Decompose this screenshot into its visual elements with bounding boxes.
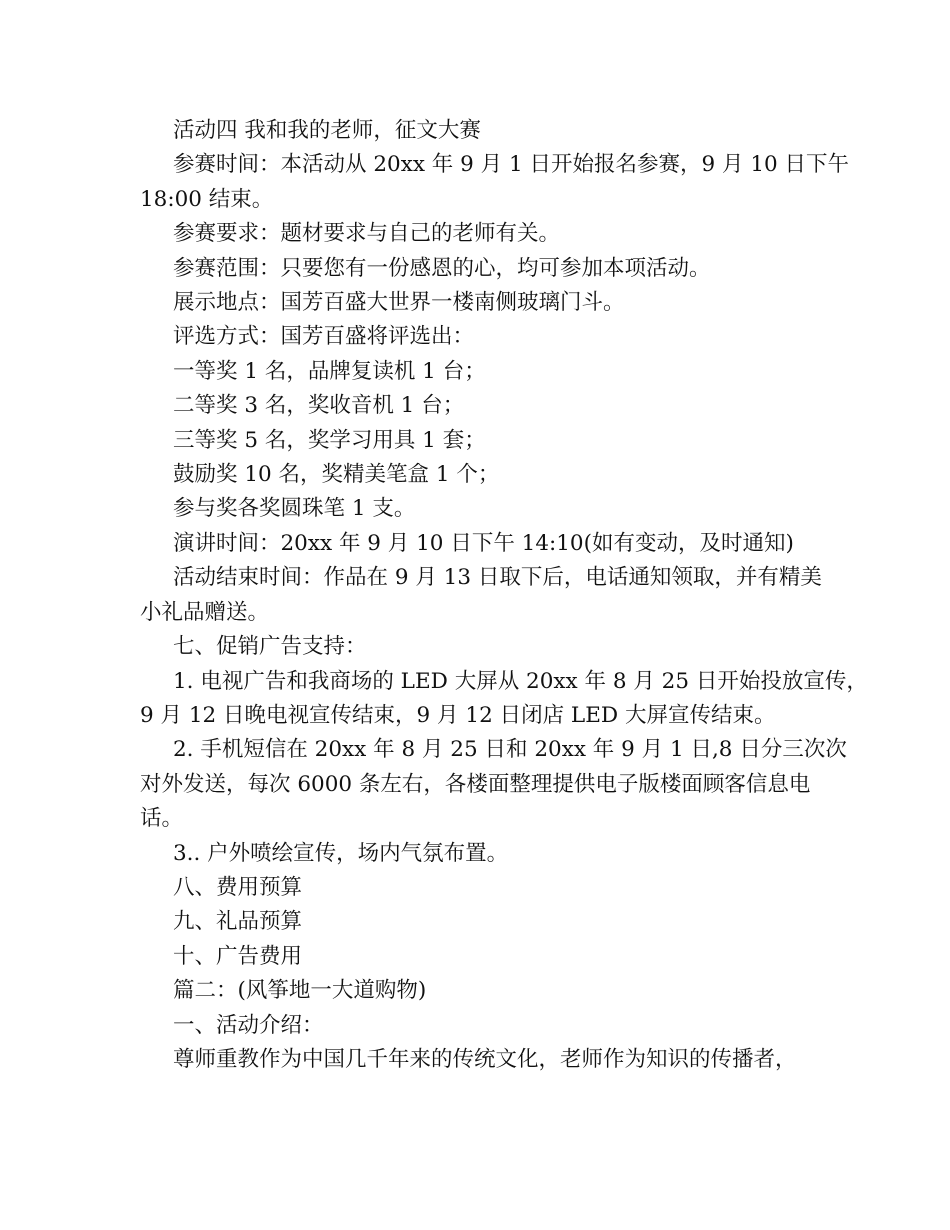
text-line: 小礼品赠送。 [140,599,270,625]
text-line: 尊师重教作为中国几千年来的传统文化，老师作为知识的传播者， [173,1046,797,1072]
text-line: 对外发送，每次 6000 条左右，各楼面整理提供电子版楼面顾客信息电 [140,771,811,797]
text-line: 演讲时间：20xx 年 9 月 10 日下午 14:10(如有变动，及时通知) [173,530,794,556]
text-line: 评选方式：国芳百盛将评选出： [173,324,475,350]
prize-line: 二等奖 3 名，奖收音机 1 台； [173,393,465,419]
section-heading-ad-cost: 十、广告费用 [173,943,303,969]
text-line: 9 月 12 日晚电视宣传结束，9 月 12 日闭店 LED 大屏宣传结束。 [140,702,776,728]
section-heading-intro: 一、活动介绍： [173,1012,324,1038]
text-line: 18:00 结束。 [140,186,274,212]
chapter-heading: 篇二：(风筝地一大道购物) [173,978,427,1004]
section-heading-gift-budget: 九、礼品预算 [173,909,303,935]
section-heading-promotion: 七、促销广告支持： [173,634,367,660]
prize-line: 鼓励奖 10 名，奖精美笔盒 1 个； [173,462,500,488]
section-heading-activity-four: 活动四 我和我的老师，征文大赛 [173,118,481,143]
list-item: 2. 手机短信在 20xx 年 8 月 25 日和 20xx 年 9 月 1 日,8 日分三次次 [173,737,847,763]
text-line: 参赛范围：只要您有一份感恩的心，均可参加本项活动。 [173,255,711,281]
list-item: 3.. 户外喷绘宣传，场内气氛布置。 [173,840,509,866]
text-line: 参赛时间：本活动从 20xx 年 9 月 1 日开始报名参赛，9 月 10 日下午 [173,152,850,178]
list-item: 1. 电视广告和我商场的 LED 大屏从 20xx 年 8 月 25 日开始投放宣传， [173,668,868,694]
prize-line: 一等奖 1 名，品牌复读机 1 台； [173,358,486,384]
text-line: 参赛要求：题材要求与自己的老师有关。 [173,221,561,247]
text-line: 话。 [140,806,184,832]
prize-line: 参与奖各奖圆珠笔 1 支。 [173,496,416,522]
document-body [140,114,868,1077]
text-line: 展示地点：国芳百盛大世界一楼南侧玻璃门斗。 [173,290,625,316]
text-line: 活动结束时间：作品在 9 月 13 日取下后，电话通知领取，并有精美 [173,565,822,591]
prize-line: 三等奖 5 名，奖学习用具 1 套； [173,427,486,453]
section-heading-budget: 八、费用预算 [173,874,303,900]
